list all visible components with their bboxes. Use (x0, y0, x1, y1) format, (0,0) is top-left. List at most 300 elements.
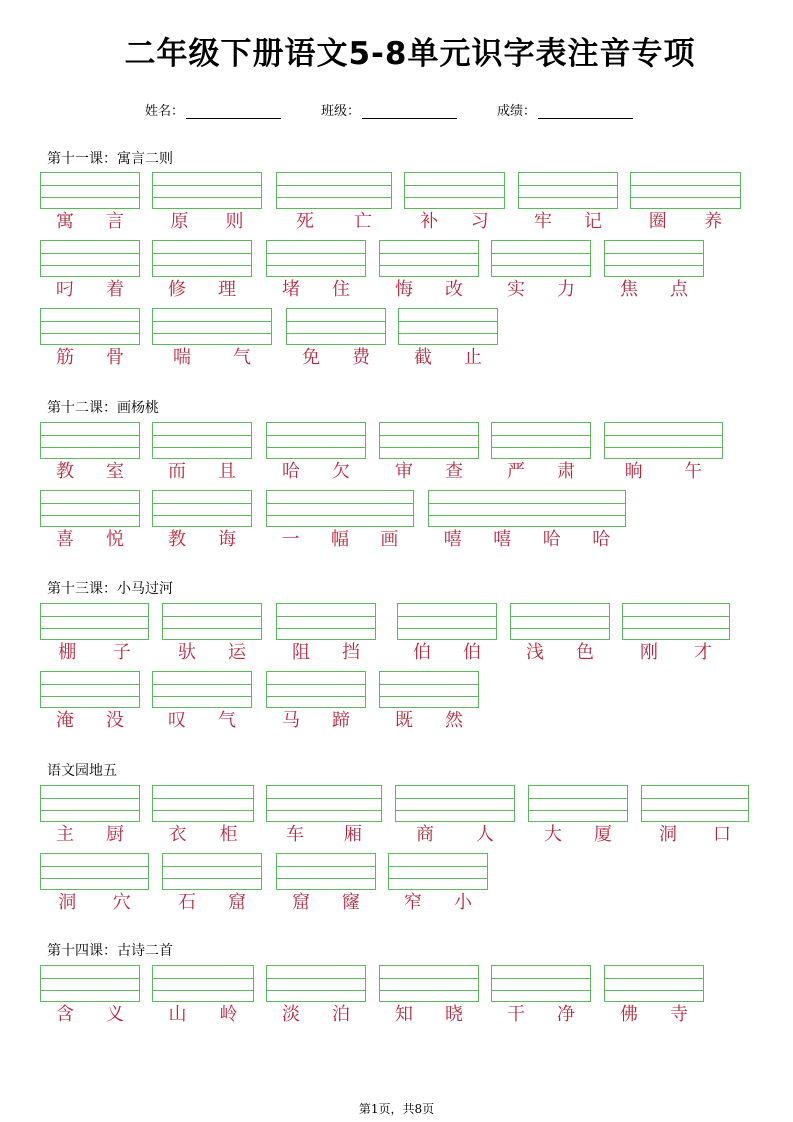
grid-line (267, 990, 365, 991)
pinyin-writing-grid[interactable] (40, 240, 140, 277)
hanzi-char: 刚 (640, 642, 658, 663)
grid-line (492, 265, 590, 266)
hanzi-char: 衣 (168, 824, 187, 845)
hanzi-char: 蹄 (332, 710, 350, 731)
pinyin-writing-grid[interactable] (266, 490, 414, 527)
word-cell (40, 490, 140, 551)
pinyin-writing-grid[interactable] (152, 671, 252, 708)
word-cell (379, 671, 479, 732)
hanzi-char: 且 (218, 461, 236, 482)
grid-line (605, 253, 703, 254)
hanzi-char: 岭 (219, 1004, 238, 1025)
word-characters (528, 824, 628, 846)
hanzi-char: 悦 (106, 529, 124, 550)
word-cell (152, 422, 252, 483)
grid-line (41, 990, 139, 991)
hanzi-char: 才 (694, 642, 712, 663)
word-cell (528, 785, 628, 846)
grid-line (267, 515, 413, 516)
grid-line (163, 866, 261, 867)
section-title: 第十一课：寓言二则 (47, 151, 173, 167)
pinyin-writing-grid[interactable] (604, 422, 723, 459)
grid-line (623, 616, 729, 617)
word-characters (379, 461, 479, 483)
pinyin-writing-grid[interactable] (388, 853, 488, 890)
grid-line (41, 185, 139, 186)
grid-line (153, 515, 251, 516)
pinyin-writing-grid[interactable] (266, 422, 366, 459)
pinyin-writing-grid[interactable] (604, 965, 704, 1002)
hanzi-char: 而 (168, 461, 186, 482)
pinyin-writing-grid[interactable] (162, 853, 262, 890)
word-characters (379, 1004, 479, 1026)
hanzi-char: 教 (56, 461, 74, 482)
word-characters (630, 211, 741, 233)
hanzi-char: 含 (56, 1004, 74, 1025)
hanzi-char: 阻 (292, 642, 310, 663)
grid-line (605, 447, 722, 448)
pinyin-writing-grid[interactable] (152, 490, 252, 527)
hanzi-char: 山 (168, 1004, 187, 1025)
hanzi-char: 改 (445, 279, 463, 300)
pinyin-writing-grid[interactable] (152, 308, 272, 345)
hanzi-char: 实 (507, 279, 525, 300)
grid-line (277, 878, 375, 879)
grid-line (153, 810, 253, 811)
pinyin-writing-grid[interactable] (40, 172, 140, 209)
word-characters (152, 461, 252, 483)
pinyin-writing-grid[interactable] (528, 785, 628, 822)
pinyin-writing-grid[interactable] (40, 490, 140, 527)
grid-line (153, 265, 251, 266)
grid-line (277, 185, 391, 186)
pinyin-writing-grid[interactable] (40, 853, 149, 890)
word-characters (152, 1004, 254, 1026)
hanzi-char: 浅 (526, 642, 544, 663)
hanzi-char: 气 (218, 710, 236, 731)
pinyin-writing-grid[interactable] (491, 422, 591, 459)
grid-line (380, 435, 478, 436)
pinyin-writing-grid[interactable] (379, 671, 479, 708)
grid-line (396, 810, 514, 811)
hanzi-char: 牢 (534, 211, 552, 232)
hanzi-char: 厨 (106, 824, 124, 845)
hanzi-char: 知 (395, 1004, 413, 1025)
hanzi-char: 大 (544, 824, 562, 845)
grid-line (41, 253, 139, 254)
grid-line (287, 321, 385, 322)
word-characters (276, 642, 376, 664)
grid-line (163, 616, 261, 617)
section-title: 语文园地五 (47, 763, 117, 779)
hanzi-char: 喘 (173, 347, 191, 368)
hanzi-char: 运 (228, 642, 246, 663)
grid-line (267, 265, 365, 266)
grid-line (41, 515, 139, 516)
grid-line (41, 878, 148, 879)
word-cell (404, 172, 505, 233)
grid-line (405, 185, 504, 186)
hanzi-char: 查 (445, 461, 463, 482)
word-characters (276, 892, 376, 914)
grid-line (41, 810, 139, 811)
word-cell (286, 308, 386, 369)
pinyin-writing-grid[interactable] (152, 240, 252, 277)
word-cell (266, 422, 366, 483)
hanzi-char: 严 (507, 461, 525, 482)
grid-line (380, 447, 478, 448)
word-characters (286, 347, 386, 369)
pinyin-writing-grid[interactable] (40, 671, 140, 708)
grid-line (41, 197, 139, 198)
pinyin-writing-grid[interactable] (266, 785, 382, 822)
pinyin-writing-grid[interactable] (428, 490, 626, 527)
hanzi-char: 教 (168, 529, 186, 550)
section-title: 第十三课：小马过河 (47, 581, 173, 597)
word-characters (266, 461, 366, 483)
hanzi-char: 点 (670, 279, 688, 300)
word-cell (630, 172, 741, 233)
pinyin-writing-grid[interactable] (152, 422, 252, 459)
hanzi-char: 免 (302, 347, 320, 368)
word-characters (266, 1004, 366, 1026)
hanzi-char: 哈 (592, 529, 611, 550)
pinyin-writing-grid[interactable] (276, 603, 376, 640)
hanzi-char: 堵 (282, 279, 300, 300)
pinyin-writing-grid[interactable] (404, 172, 505, 209)
hanzi-char: 寺 (670, 1004, 688, 1025)
word-characters (162, 892, 262, 914)
hanzi-char: 马 (282, 710, 300, 731)
word-cell (152, 490, 252, 551)
hanzi-char: 厢 (344, 824, 362, 845)
word-cell (491, 240, 591, 301)
grid-line (389, 866, 487, 867)
hanzi-char: 窟 (292, 892, 310, 913)
grid-line (267, 253, 365, 254)
pinyin-writing-grid[interactable] (40, 785, 140, 822)
grid-line (41, 684, 139, 685)
word-characters (397, 642, 497, 664)
grid-line (41, 696, 139, 697)
word-cell (40, 172, 140, 233)
hanzi-char: 原 (170, 211, 189, 232)
word-characters (152, 710, 252, 732)
word-cell (276, 853, 376, 914)
grid-line (492, 253, 590, 254)
grid-line (642, 798, 748, 799)
hanzi-char: 伯 (463, 642, 481, 663)
pinyin-writing-grid[interactable] (276, 172, 392, 209)
hanzi-char: 筋 (56, 347, 74, 368)
grid-line (153, 978, 253, 979)
word-cell (379, 965, 479, 1026)
word-cell (152, 785, 254, 846)
hanzi-char: 画 (380, 529, 399, 550)
pinyin-writing-grid[interactable] (630, 172, 741, 209)
word-characters (510, 642, 610, 664)
hanzi-char: 净 (557, 1004, 575, 1025)
grid-line (277, 197, 391, 198)
word-characters (40, 211, 140, 233)
pinyin-writing-grid[interactable] (379, 240, 479, 277)
hanzi-char: 悔 (395, 279, 413, 300)
grid-line (153, 447, 251, 448)
grid-line (396, 798, 514, 799)
grid-line (511, 628, 609, 629)
pinyin-writing-grid[interactable] (276, 853, 376, 890)
word-cell (152, 965, 254, 1026)
name-field[interactable] (145, 100, 281, 119)
grid-line (267, 978, 365, 979)
hanzi-char: 气 (233, 347, 251, 368)
grid-line (267, 435, 365, 436)
grid-line (519, 197, 617, 198)
hanzi-char: 哈 (542, 529, 561, 550)
grid-line (277, 628, 375, 629)
hanzi-char: 养 (704, 211, 723, 232)
hanzi-char: 着 (106, 279, 124, 300)
hanzi-char: 修 (168, 279, 186, 300)
grid-line (511, 616, 609, 617)
hanzi-char: 嘻 (443, 529, 462, 550)
hanzi-char: 亡 (354, 211, 372, 232)
pinyin-writing-grid[interactable] (641, 785, 749, 822)
grid-line (41, 628, 148, 629)
pinyin-writing-grid[interactable] (152, 785, 254, 822)
pinyin-writing-grid[interactable] (398, 308, 498, 345)
grid-line (267, 503, 413, 504)
word-characters (40, 824, 140, 846)
hanzi-char: 骨 (106, 347, 124, 368)
pinyin-writing-grid[interactable] (152, 965, 254, 1002)
word-cell (266, 240, 366, 301)
grid-line (153, 185, 261, 186)
hanzi-char: 驮 (178, 642, 196, 663)
word-characters (398, 347, 498, 369)
hanzi-char: 欠 (332, 461, 350, 482)
hanzi-char: 补 (420, 211, 439, 232)
hanzi-char: 色 (576, 642, 594, 663)
page-title: 二年级下册语文5-8单元识字表注音专项 (124, 36, 696, 72)
word-cell (604, 422, 723, 483)
hanzi-char: 义 (106, 1004, 124, 1025)
hanzi-char: 佛 (620, 1004, 638, 1025)
word-characters (152, 824, 254, 846)
grid-line (389, 878, 487, 879)
score-field[interactable] (497, 100, 633, 119)
word-cell (40, 308, 140, 369)
hanzi-char: 一 (281, 529, 300, 550)
grid-line (153, 990, 253, 991)
grid-line (41, 798, 139, 799)
grid-line (277, 866, 375, 867)
hanzi-char: 理 (218, 279, 236, 300)
grid-line (41, 503, 139, 504)
word-cell (266, 490, 414, 551)
hanzi-char: 午 (684, 461, 703, 482)
word-cell (152, 172, 262, 233)
hanzi-char: 言 (106, 211, 124, 232)
pinyin-writing-grid[interactable] (162, 603, 262, 640)
hanzi-char: 喜 (56, 529, 74, 550)
hanzi-char: 口 (713, 824, 731, 845)
word-cell (641, 785, 749, 846)
hanzi-char: 晌 (624, 461, 643, 482)
pinyin-writing-grid[interactable] (491, 965, 591, 1002)
word-cell (40, 603, 149, 664)
hanzi-char: 商 (416, 824, 434, 845)
score-underline (538, 104, 633, 119)
pinyin-writing-grid[interactable] (397, 603, 497, 640)
pinyin-writing-grid[interactable] (40, 603, 149, 640)
section-title: 第十四课：古诗二首 (47, 943, 173, 959)
word-characters (40, 529, 140, 551)
pinyin-writing-grid[interactable] (510, 603, 610, 640)
pinyin-writing-grid[interactable] (286, 308, 386, 345)
hanzi-char: 室 (106, 461, 124, 482)
word-characters (622, 642, 730, 664)
word-characters (152, 347, 272, 369)
word-characters (491, 279, 591, 301)
pinyin-writing-grid[interactable] (379, 965, 479, 1002)
hanzi-char: 然 (445, 710, 463, 731)
word-cell (622, 603, 730, 664)
grid-line (153, 798, 253, 799)
word-characters (266, 529, 414, 551)
grid-line (267, 684, 365, 685)
word-cell (398, 308, 498, 369)
class-field[interactable] (321, 100, 457, 119)
grid-line (153, 333, 271, 334)
pinyin-writing-grid[interactable] (266, 671, 366, 708)
word-characters (40, 1004, 140, 1026)
pinyin-writing-grid[interactable] (40, 422, 140, 459)
word-characters (266, 824, 382, 846)
pinyin-writing-grid[interactable] (604, 240, 704, 277)
hanzi-char: 洞 (659, 824, 677, 845)
pinyin-writing-grid[interactable] (40, 308, 140, 345)
word-cell (266, 785, 382, 846)
word-cell (40, 785, 140, 846)
pinyin-writing-grid[interactable] (622, 603, 730, 640)
word-characters (518, 211, 618, 233)
word-cell (397, 603, 497, 664)
hanzi-char: 晓 (445, 1004, 463, 1025)
pinyin-writing-grid[interactable] (266, 240, 366, 277)
hanzi-char: 窿 (342, 892, 360, 913)
grid-line (380, 978, 478, 979)
grid-line (153, 435, 251, 436)
pinyin-writing-grid[interactable] (40, 965, 140, 1002)
grid-line (153, 321, 271, 322)
hanzi-char: 子 (112, 642, 131, 663)
grid-line (267, 447, 365, 448)
word-cell (388, 853, 488, 914)
section-title: 第十二课：画杨桃 (47, 400, 159, 416)
word-characters (40, 279, 140, 301)
grid-line (492, 990, 590, 991)
grid-line (287, 333, 385, 334)
hanzi-char: 嘻 (493, 529, 512, 550)
hanzi-char: 诲 (218, 529, 236, 550)
pinyin-writing-grid[interactable] (379, 422, 479, 459)
word-cell (276, 603, 376, 664)
word-characters (162, 642, 262, 664)
student-info (145, 100, 633, 119)
hanzi-char: 叹 (168, 710, 186, 731)
grid-line (492, 978, 590, 979)
word-characters (266, 710, 366, 732)
word-characters (40, 461, 140, 483)
hanzi-char: 窟 (228, 892, 246, 913)
pinyin-writing-grid[interactable] (266, 965, 366, 1002)
word-characters (641, 824, 749, 846)
hanzi-char: 厦 (594, 824, 612, 845)
word-cell (266, 671, 366, 732)
hanzi-char: 淹 (56, 710, 74, 731)
hanzi-char: 叼 (56, 279, 74, 300)
pinyin-writing-grid[interactable] (491, 240, 591, 277)
grid-line (380, 253, 478, 254)
grid-line (41, 321, 139, 322)
word-characters (40, 642, 149, 664)
grid-line (398, 628, 496, 629)
page-footer: 第1页，共8页 (358, 1102, 435, 1116)
hanzi-char: 没 (106, 710, 124, 731)
grid-line (41, 265, 139, 266)
pinyin-writing-grid[interactable] (518, 172, 618, 209)
hanzi-char: 肃 (557, 461, 575, 482)
hanzi-char: 柜 (219, 824, 238, 845)
grid-line (405, 197, 504, 198)
pinyin-writing-grid[interactable] (395, 785, 515, 822)
name-underline (186, 104, 281, 119)
word-characters (152, 279, 252, 301)
grid-line (399, 321, 497, 322)
word-characters (404, 211, 505, 233)
word-characters (395, 824, 515, 846)
word-cell (491, 965, 591, 1026)
hanzi-char: 窄 (404, 892, 422, 913)
hanzi-char: 寓 (56, 211, 74, 232)
word-cell (162, 853, 262, 914)
pinyin-writing-grid[interactable] (152, 172, 262, 209)
hanzi-char: 力 (557, 279, 575, 300)
hanzi-char: 费 (352, 347, 370, 368)
hanzi-char: 挡 (342, 642, 360, 663)
grid-line (492, 435, 590, 436)
grid-line (429, 515, 625, 516)
word-characters (388, 892, 488, 914)
hanzi-char: 淡 (282, 1004, 300, 1025)
grid-line (519, 185, 617, 186)
word-characters (604, 461, 723, 483)
hanzi-char: 住 (332, 279, 350, 300)
grid-line (492, 447, 590, 448)
word-characters (40, 710, 140, 732)
grid-line (605, 978, 703, 979)
grid-line (398, 616, 496, 617)
grid-line (605, 265, 703, 266)
hanzi-char: 人 (476, 824, 494, 845)
grid-line (380, 265, 478, 266)
word-characters (604, 1004, 704, 1026)
hanzi-char: 圈 (648, 211, 667, 232)
hanzi-char: 截 (414, 347, 432, 368)
class-underline (362, 104, 457, 119)
word-characters (266, 279, 366, 301)
